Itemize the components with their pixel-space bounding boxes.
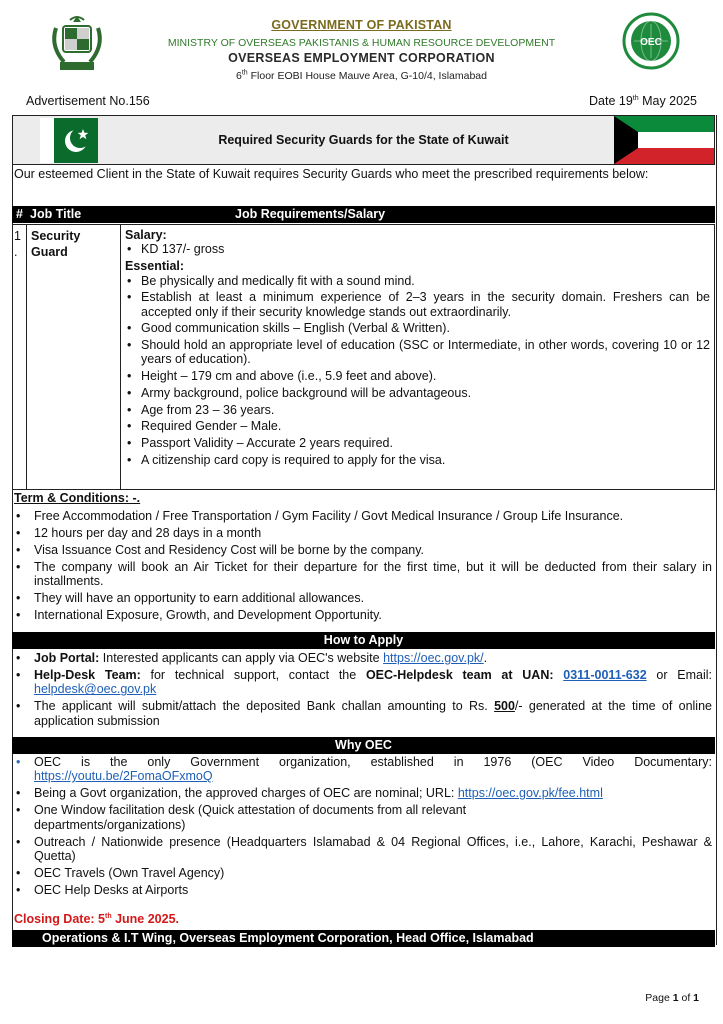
list-item: • OEC Help Desks at Airports [14, 883, 712, 897]
list-item: • Army background, police background will be advantageous. [125, 386, 710, 400]
challan-item: • The applicant will submit/attach the deposited Bank challan amounting to Rs. 500/- generated at the time of online application submission [14, 699, 712, 728]
list-item: • Visa Issuance Cost and Residency Cost will be borne by the company. [14, 543, 712, 557]
why-oec-list [14, 755, 712, 900]
salary-label: Salary: [125, 228, 167, 242]
title-row [12, 115, 715, 165]
helpdesk-item: • Help-Desk Team: for technical support, contact the OEC-Helpdesk team at UAN: 0311-0011-632 or Email: helpdesk@oec.gov.pk [14, 668, 712, 697]
row-number: 1 . [14, 229, 21, 259]
intro-text: Our esteemed Client in the State of Kuwait requires Security Guards who meet the prescribed requirements below: [14, 167, 649, 181]
how-to-apply-header: How to Apply [12, 632, 715, 649]
essential-label: Essential: [125, 259, 185, 274]
list-item: • Height – 179 cm and above (i.e., 5.9 feet and above). [125, 369, 710, 383]
list-item: • Establish at least a minimum experience of 2–3 years in the security domain. Freshers can be accepted only if their security knowledge stands out extraordinarily. [125, 290, 710, 319]
list-item: • The company will book an Air Ticket for their departure for the first time, but it will be deducted from their salary in installments. [14, 560, 712, 589]
list-item: • Being a Govt organization, the approved charges of OEC are nominal; URL: https://oec.gov.pk/fee.html [14, 786, 712, 800]
col-num: # [16, 207, 23, 221]
list-item: • Age from 23 – 36 years. [125, 403, 710, 417]
list-item: • Good communication skills – English (Verbal & Written). [125, 321, 710, 335]
corporation-title: OVERSEAS EMPLOYMENT CORPORATION [228, 51, 495, 65]
helpdesk-email-link[interactable]: helpdesk@oec.gov.pk [34, 682, 157, 697]
ministry-title: MINISTRY OF OVERSEAS PAKISTANIS & HUMAN RESOURCE DEVELOPMENT [167, 37, 556, 49]
salary-list [125, 242, 710, 256]
kuwait-flag-icon [614, 116, 714, 164]
oec-logo-icon [622, 12, 680, 70]
job-title-cell: Security Guard [31, 229, 81, 259]
page-title: Required Security Guards for the State of Kuwait [218, 133, 509, 147]
address: 6th Floor EOBI House Mauve Area, G-10/4, Islamabad [236, 69, 487, 82]
list-item: • KD 137/- gross [125, 242, 710, 256]
why-oec-header: Why OEC [12, 737, 715, 754]
letterhead [0, 0, 723, 92]
list-item: • International Exposure, Growth, and Development Opportunity. [14, 608, 712, 622]
oec-website-link[interactable]: https://oec.gov.pk/ [383, 651, 484, 665]
list-item: • 12 hours per day and 28 days in a month [14, 526, 712, 540]
list-item: • A citizenship card copy is required to apply for the visa. [125, 453, 710, 467]
column-divider [26, 224, 27, 490]
job-table-header [12, 206, 715, 223]
requirements-cell [125, 228, 710, 469]
list-item: • Outreach / Nationwide presence (Headquarters Islamabad & 04 Regional Offices, i.e., Lahore, Karachi, Peshawar & Quetta) [14, 835, 712, 864]
list-item: • Be physically and medically fit with a sound mind. [125, 274, 710, 288]
advertisement-number: Advertisement No.156 [26, 94, 150, 108]
list-item: • Should hold an appropriate level of education (SSC or Intermediate, in other words, covering 10 or 12 years of education). [125, 338, 710, 367]
closing-date: Closing Date: 5th June 2025. [14, 912, 180, 926]
page-number: Page 1 of 1 [645, 992, 699, 1004]
column-divider [120, 224, 121, 490]
advertisement-date: Date 19th May 2025 [589, 94, 697, 108]
svg-text:OEC: OEC [640, 37, 662, 48]
terms-list [14, 509, 712, 625]
government-title: GOVERNMENT OF PAKISTAN [271, 18, 452, 32]
list-item: • Passport Validity – Accurate 2 years required. [125, 436, 710, 450]
how-to-apply-list [14, 651, 712, 731]
video-documentary-link[interactable]: https://youtu.be/2FomaOFxmoQ [34, 769, 213, 784]
list-item: • OEC is the only Government organization, established in 1976 (OEC Video Documentary: https://youtu.be/2FomaOFxmoQ [14, 755, 712, 784]
list-item: • OEC Travels (Own Travel Agency) [14, 866, 712, 880]
col-requirements: Job Requirements/Salary [235, 207, 386, 221]
list-item: • One Window facilitation desk (Quick attestation of documents from all relevant departments/organizations) [14, 803, 712, 832]
terms-heading: Term & Conditions: -. [14, 491, 141, 505]
list-item: • Required Gender – Male. [125, 419, 710, 433]
fee-page-link[interactable]: https://oec.gov.pk/fee.html [457, 786, 603, 801]
job-portal-item: • Job Portal: Interested applicants can apply via OEC's website https://oec.gov.pk/. [14, 651, 712, 665]
uan-phone-link[interactable]: 0311-0011-632 [563, 667, 647, 682]
list-item: • They will have an opportunity to earn additional allowances. [14, 591, 712, 605]
footer-bar: Operations & I.T Wing, Overseas Employment Corporation, Head Office, Islamabad [12, 930, 715, 947]
col-job-title: Job Title [30, 207, 82, 221]
essential-list [125, 274, 710, 468]
list-item: • Free Accommodation / Free Transportation / Gym Facility / Govt Medical Insurance / Group Life Insurance. [14, 509, 712, 523]
